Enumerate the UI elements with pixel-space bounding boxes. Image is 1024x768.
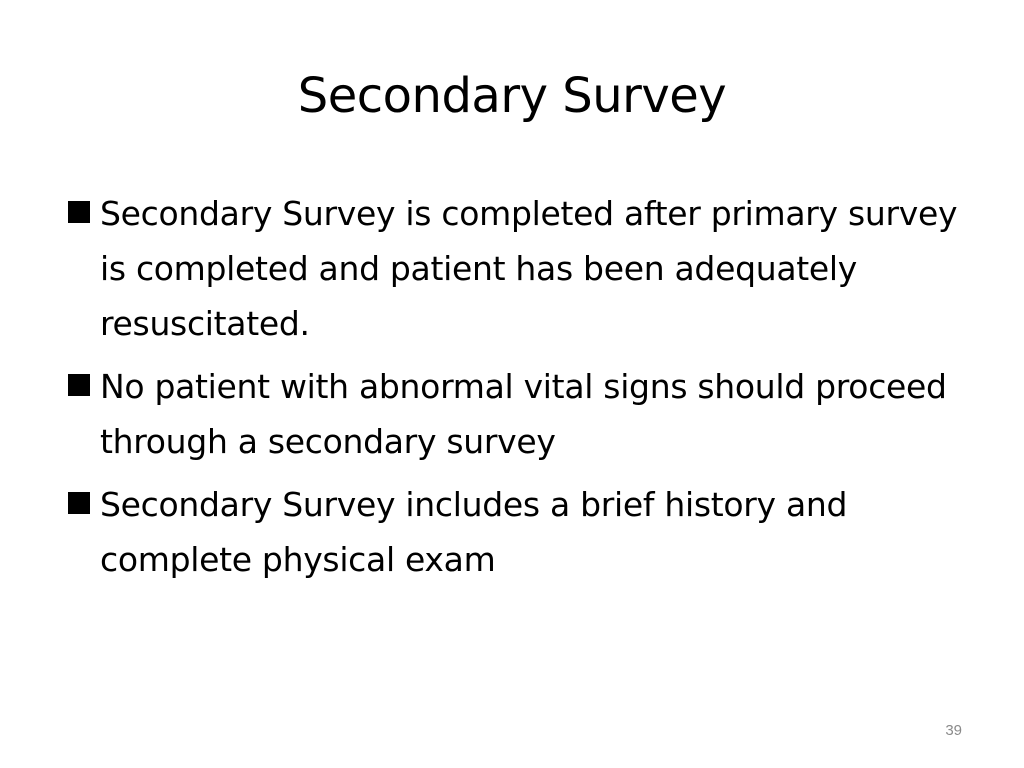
filled-square-bullet-icon — [68, 374, 90, 396]
slide-number: 39 — [945, 722, 962, 739]
bullet-item — [66, 477, 986, 587]
bullet-item — [66, 359, 986, 469]
slide-title: Secondary Survey — [297, 68, 727, 124]
bullet-text: Secondary Survey is completed after primary survey is completed and patient has been adequately resuscitated. — [100, 194, 958, 343]
filled-square-bullet-icon — [68, 201, 90, 223]
filled-square-bullet-icon — [68, 492, 90, 514]
bullet-list — [66, 186, 986, 595]
bullet-text: Secondary Survey includes a brief history and complete physical exam — [100, 485, 848, 579]
bullet-item — [66, 186, 986, 351]
bullet-text: No patient with abnormal vital signs should proceed through a secondary survey — [100, 367, 947, 461]
